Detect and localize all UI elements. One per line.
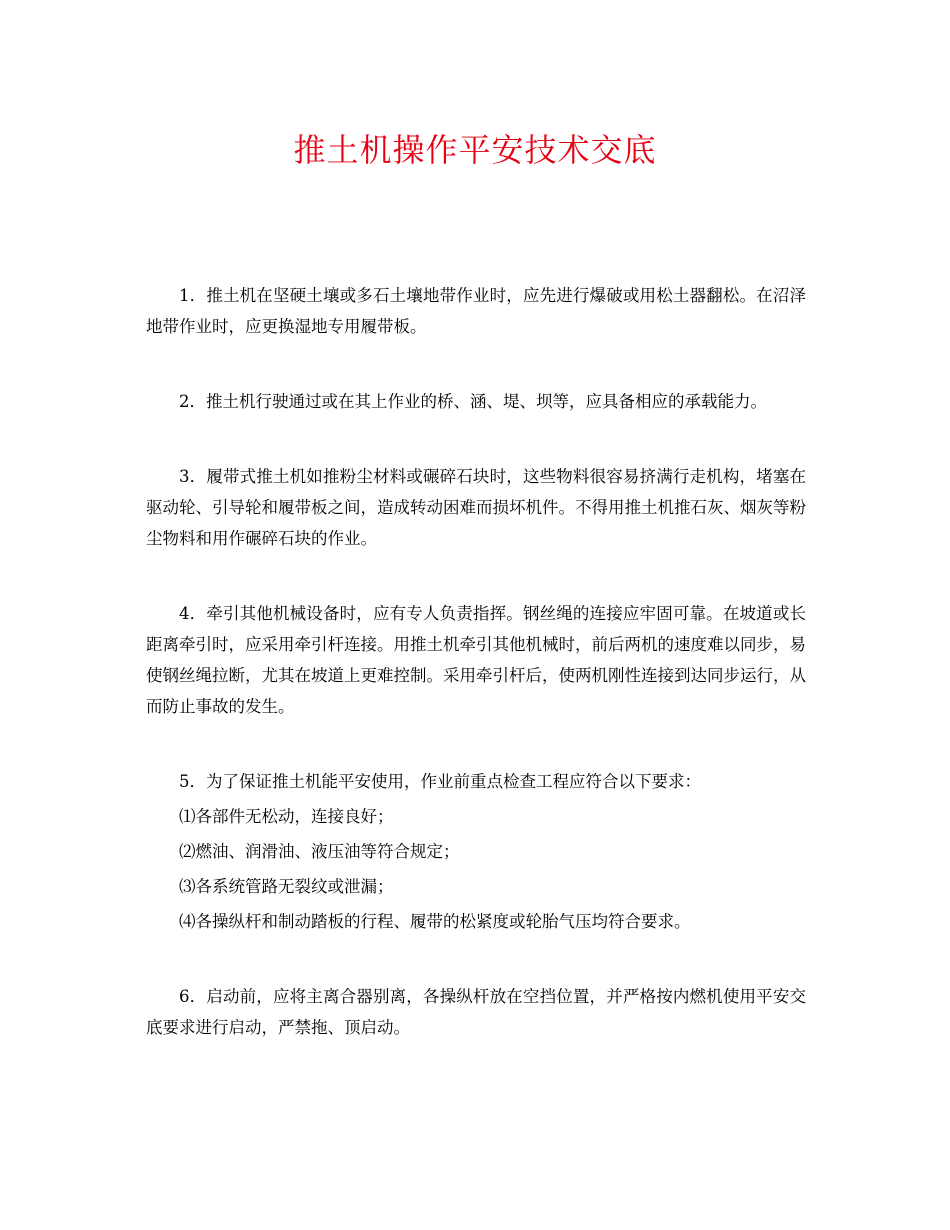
paragraph-3: 3．履带式推土机如推粉尘材料或碾碎石块时，这些物料很容易挤满行走机构，堵塞在驱动轮、引导轮和履带板之间，造成转动困难而损坏机件。不得用推土机推石灰、烟灰等粉尘物料和用作碾碎石块的作业。 (146, 467, 806, 548)
paragraph-4: 4．牵引其他机械设备时，应有专人负责指挥。钢丝绳的连接应牢固可靠。在坡道或长距离牵引时，应采用牵引杆连接。用推土机牵引其他机械时，前后两机的速度难以同步，易使钢丝绳拉断，尤其在坡道上更难控制。采用牵引杆后，使两机刚性连接到达同步运行，从而防止事故的发生。 (146, 604, 806, 716)
document-body (146, 280, 806, 1087)
checklist-item-1: ⑴各部件无松动，连接良好； (179, 807, 394, 826)
paragraph-5: 5．为了保证推土机能平安使用，作业前重点检查工程应符合以下要求： (179, 772, 701, 791)
checklist-item-3: ⑶各系统管路无裂纹或泄漏； (179, 877, 394, 896)
paragraph-6: 6．启动前，应将主离合器别离，各操纵杆放在空挡位置，并严格按内燃机使用平安交底要求进行启动，严禁拖、顶启动。 (146, 987, 806, 1037)
paragraph-2: 2．推土机行驶通过或在其上作业的桥、涵、堤、坝等，应具备相应的承载能力。 (179, 392, 767, 411)
checklist-item-2: ⑵燃油、润滑油、液压油等符合规定； (179, 842, 460, 861)
document-title: 推土机操作平安技术交底 (293, 131, 657, 169)
paragraph-1: 1．推土机在坚硬土壤或多石土壤地带作业时，应先进行爆破或用松土器翻松。在沼泽地带作业时，应更换湿地专用履带板。 (146, 286, 806, 336)
checklist-item-4: ⑷各操纵杆和制动踏板的行程、履带的松紧度或轮胎气压均符合要求。 (179, 912, 691, 931)
